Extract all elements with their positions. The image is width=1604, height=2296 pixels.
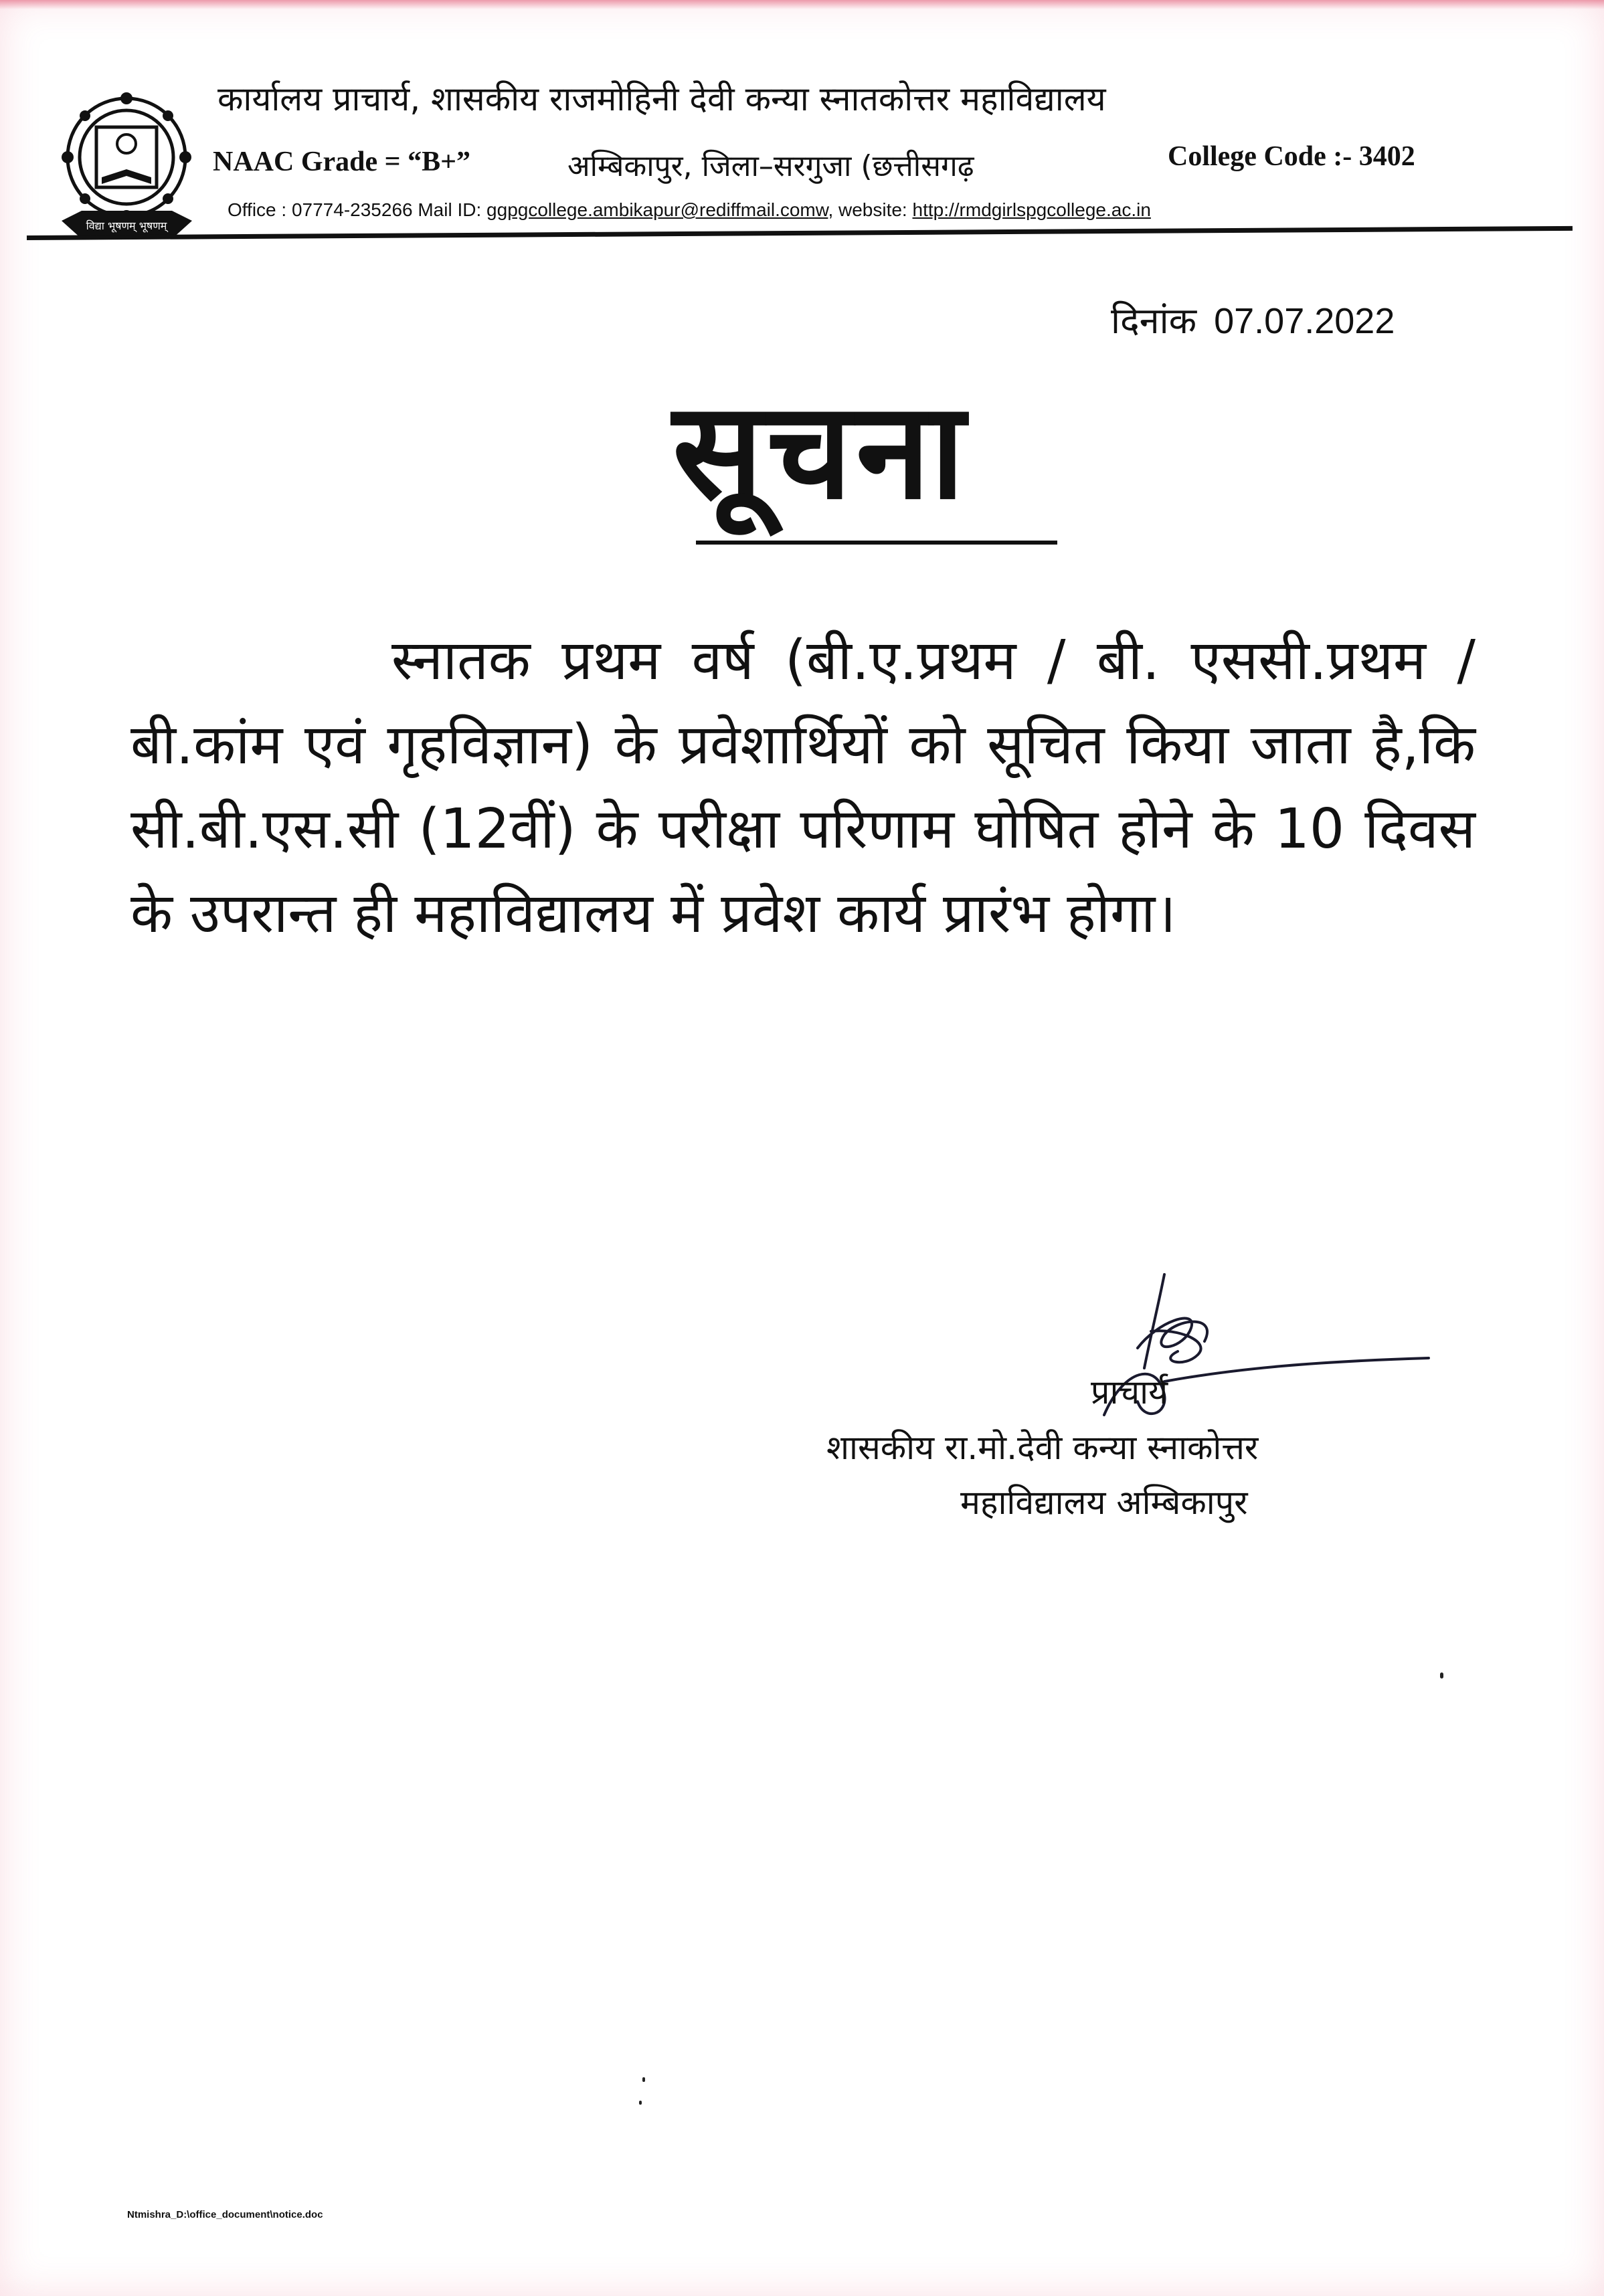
signatory-role: प्राचार्य [1091,1373,1168,1412]
title-underline [696,541,1057,545]
signatory-institution-line1: शासकीय रा.मो.देवी कन्या स्नाकोत्तर [826,1428,1259,1467]
notice-date [1111,294,1395,344]
office-title: कार्यालय प्राचार्य, शासकीय राजमोहिनी देवी कन्या स्नातकोत्तर महाविद्यालय [217,80,1106,118]
signatory-institution-line2: महाविद्यालय अम्बिकापुर [960,1483,1248,1522]
email-link[interactable]: ggpgcollege.ambikapur@rediffmail.comw [486,199,828,220]
notice-title: सूचना [673,373,970,529]
scan-speck [639,2101,642,2105]
contact-line [228,199,1151,221]
principal-signature [1064,1268,1439,1442]
office-phone: Office : 07774-235266 Mail ID: [228,199,487,220]
logo-ribbon-text: विद्या भूषणम् भूषणम् [86,219,167,232]
naac-grade: NAAC Grade = “B+” [213,147,471,177]
date-label: दिनांक [1111,300,1197,342]
college-address: अम्बिकापुर, जिला–सरगुजा (छत्तीसगढ़ [567,149,974,183]
header-divider [27,226,1573,240]
page-top-tint [0,0,1604,9]
scan-speck [1440,1672,1443,1679]
date-value: 07.07.2022 [1214,301,1395,341]
file-path: Ntmishra_D:\office_document\notice.doc [127,2209,323,2220]
scan-speck [642,2077,645,2082]
college-emblem-icon [55,90,199,248]
notice-body: स्नातक प्रथम वर्ष (बी.ए.प्रथम / बी. एससी.प्रथम / बी.कांम एवं गृहविज्ञान) के प्रवेशार्थियों को सूचित किया जाता है,कि सी.बी.एस.सी (12वीं) के परीक्षा परिणाम घोषित होने के 10 दिवस के उपरान्त ही महाविद्यालय में प्रवेश कार्य प्रारंभ होगा। [130,629,1476,945]
college-code: College Code :- 3402 [1168,141,1415,172]
website-link[interactable]: http://rmdgirlspgcollege.ac.in [912,199,1151,220]
website-prefix: , website: [828,199,913,220]
